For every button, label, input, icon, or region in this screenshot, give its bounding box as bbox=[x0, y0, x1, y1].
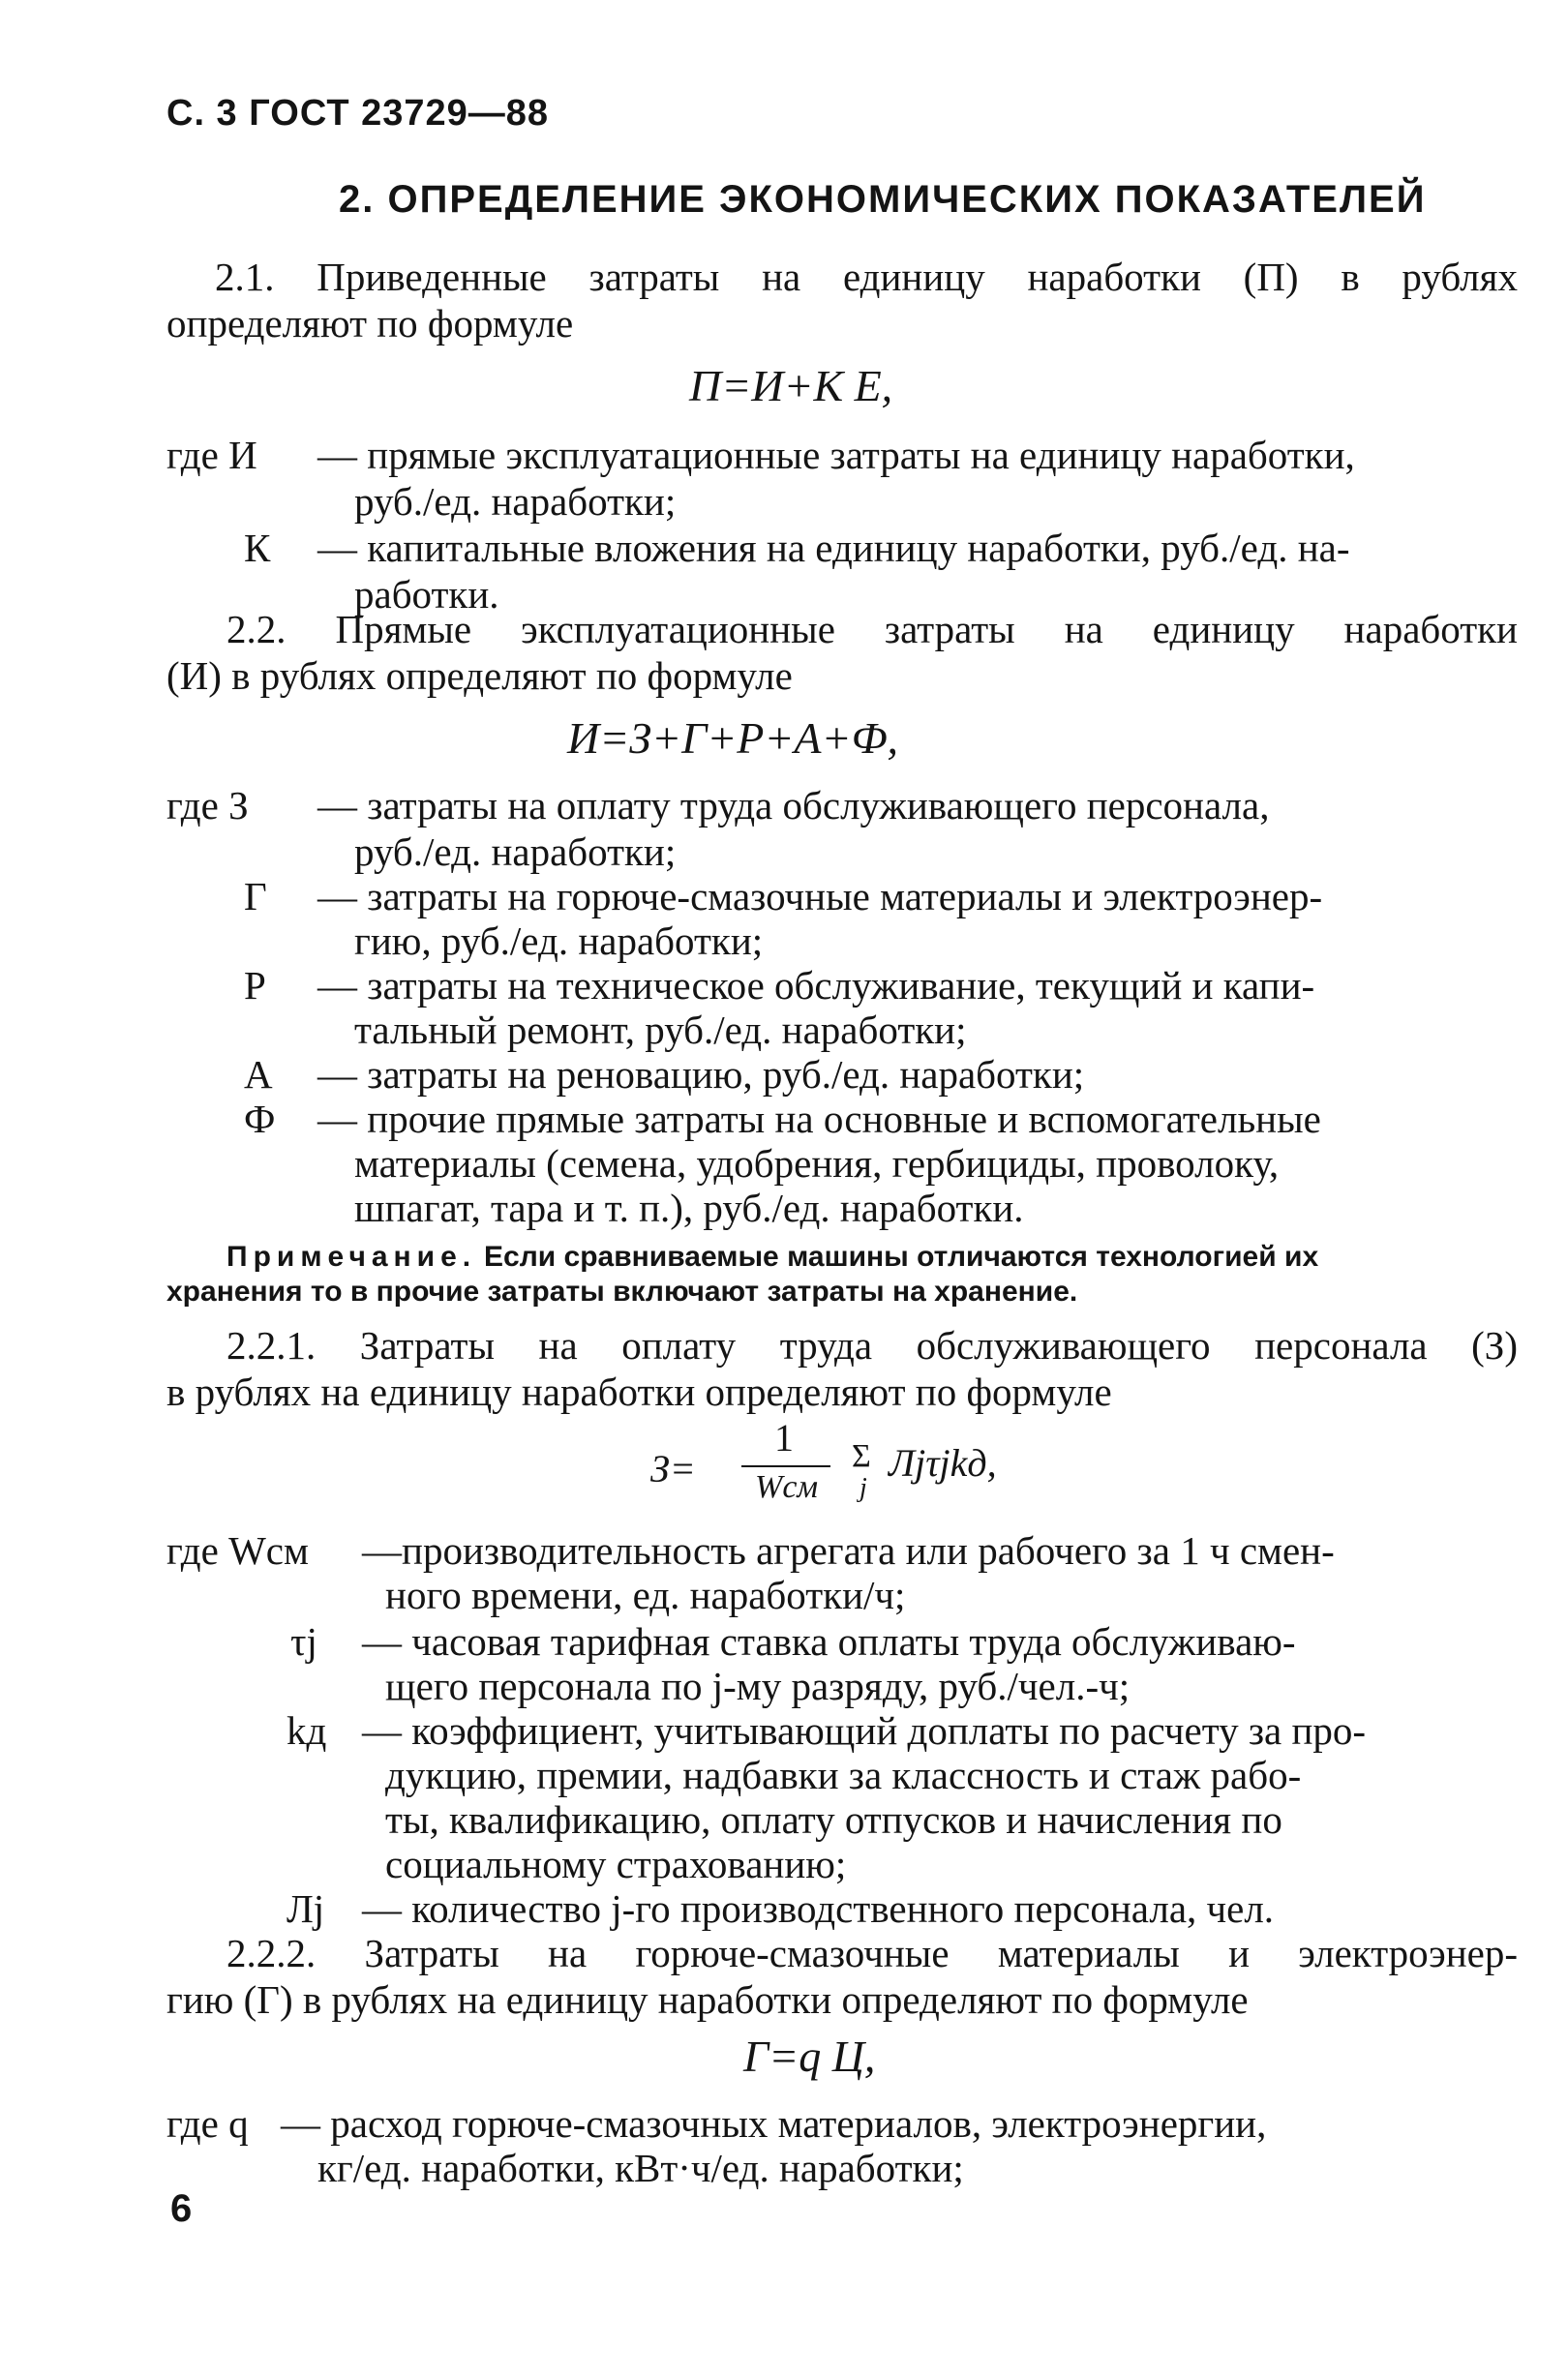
paragraph-line: 2.1. Приведенные затраты на единицу наработки (П) в рублях bbox=[215, 255, 1518, 299]
definition-term: где q bbox=[166, 2101, 249, 2146]
definition-term: Ф bbox=[244, 1097, 276, 1141]
definition-text: материалы (семена, удобрения, гербициды, проволоку, bbox=[354, 1141, 1280, 1186]
formula-sum-index: j bbox=[859, 1473, 867, 1503]
definition-text: гию, руб./ед. наработки; bbox=[354, 918, 764, 963]
definition-text: — затраты на реновацию, руб./ед. наработки; bbox=[317, 1052, 1085, 1097]
definition-text: руб./ед. наработки; bbox=[354, 829, 677, 874]
definition-text: щего персонала по j-му разряду, руб./чел.-ч; bbox=[385, 1664, 1131, 1708]
definition-text: — затраты на техническое обслуживание, текущий и капи- bbox=[317, 963, 1315, 1008]
definition-text: —производительность агрегата или рабочего за 1 ч смен- bbox=[362, 1528, 1335, 1573]
formula-denominator: Wсм bbox=[755, 1469, 819, 1505]
note-text: Если сравниваемые машины отличаются технологией их bbox=[484, 1241, 1319, 1273]
paragraph-line: 2.2. Прямые эксплуатационные затраты на единицу наработки bbox=[226, 607, 1518, 651]
note-label: Примечание. bbox=[226, 1241, 477, 1273]
definition-text: ты, квалификацию, оплату отпусков и начисления по bbox=[385, 1797, 1282, 1842]
formula-direct-cost: И=З+Г+Р+А+Ф, bbox=[567, 713, 899, 763]
paragraph-line: 2.2.2. Затраты на горюче-смазочные материалы и электроэнер- bbox=[226, 1931, 1518, 1975]
definition-text: социальному страхованию; bbox=[385, 1842, 847, 1886]
definition-text: — капитальные вложения на единицу наработки, руб./ед. на- bbox=[317, 526, 1350, 570]
definition-text: — прямые эксплуатационные затраты на единицу наработки, bbox=[317, 433, 1355, 477]
formula-total-cost: П=И+К Е, bbox=[689, 361, 893, 410]
definition-text: тальный ремонт, руб./ед. наработки; bbox=[354, 1008, 967, 1052]
formula-rhs: Лjτjkд, bbox=[889, 1441, 997, 1485]
definition-term: kд bbox=[286, 1708, 327, 1753]
definition-term: К bbox=[244, 526, 271, 570]
definition-term: Лj bbox=[286, 1886, 325, 1931]
definition-text: — затраты на оплату труда обслуживающего персонала, bbox=[317, 783, 1270, 828]
paragraph-line: 2.2.1. Затраты на оплату труда обслуживающего персонала (З) bbox=[226, 1323, 1518, 1368]
note-text: хранения то в прочие затраты включают затраты на хранение. bbox=[166, 1276, 1078, 1308]
definition-term: где З bbox=[166, 783, 249, 828]
definition-term: А bbox=[244, 1052, 273, 1097]
paragraph-line: (И) в рублях определяют по формуле bbox=[166, 653, 793, 698]
definition-term: Р bbox=[244, 963, 266, 1008]
definition-text: — прочие прямые затраты на основные и вспомогательные bbox=[317, 1097, 1321, 1141]
definition-term: где И bbox=[166, 433, 257, 477]
formula-sum: Σ bbox=[852, 1438, 871, 1474]
definition-text: — затраты на горюче-смазочные материалы и электроэнер- bbox=[317, 874, 1323, 918]
definition-term: τj bbox=[290, 1619, 317, 1664]
definition-text: кг/ед. наработки, кВт·ч/ед. наработки; bbox=[317, 2146, 964, 2190]
page-number: 6 bbox=[170, 2187, 193, 2230]
definition-text: работки. bbox=[354, 572, 499, 617]
definition-text: дукцию, премии, надбавки за классность и стаж рабо- bbox=[385, 1753, 1302, 1797]
section-title: 2. ОПРЕДЕЛЕНИЕ ЭКОНОМИЧЕСКИХ ПОКАЗАТЕЛЕЙ bbox=[339, 178, 1427, 221]
definition-text: — расход горюче-смазочных материалов, электроэнергии, bbox=[281, 2101, 1267, 2146]
definition-text: руб./ед. наработки; bbox=[354, 479, 677, 524]
definition-text: шпагат, тара и т. п.), руб./ед. наработки. bbox=[354, 1186, 1024, 1230]
definition-text: — часовая тарифная ставка оплаты труда обслуживаю- bbox=[362, 1619, 1296, 1664]
definition-text: — коэффициент, учитывающий доплаты по расчету за про- bbox=[362, 1708, 1367, 1753]
formula-fuel-cost: Г=q Ц, bbox=[743, 2032, 876, 2081]
definition-term: Г bbox=[244, 874, 267, 918]
definition-text: — количество j-го производственного персонала, чел. bbox=[362, 1886, 1275, 1931]
page-header: С. 3 ГОСТ 23729—88 bbox=[166, 93, 550, 134]
formula-lhs: З= bbox=[650, 1447, 696, 1490]
formula-numerator: 1 bbox=[774, 1416, 794, 1460]
paragraph-line: в рублях на единицу наработки определяют по формуле bbox=[166, 1370, 1112, 1414]
definition-term: где Wсм bbox=[166, 1528, 309, 1573]
paragraph-line: гию (Г) в рублях на единицу наработки определяют по формуле bbox=[166, 1977, 1249, 2022]
fraction-bar bbox=[741, 1465, 830, 1467]
definition-text: ного времени, ед. наработки/ч; bbox=[385, 1573, 906, 1617]
paragraph-line: определяют по формуле bbox=[166, 301, 574, 346]
